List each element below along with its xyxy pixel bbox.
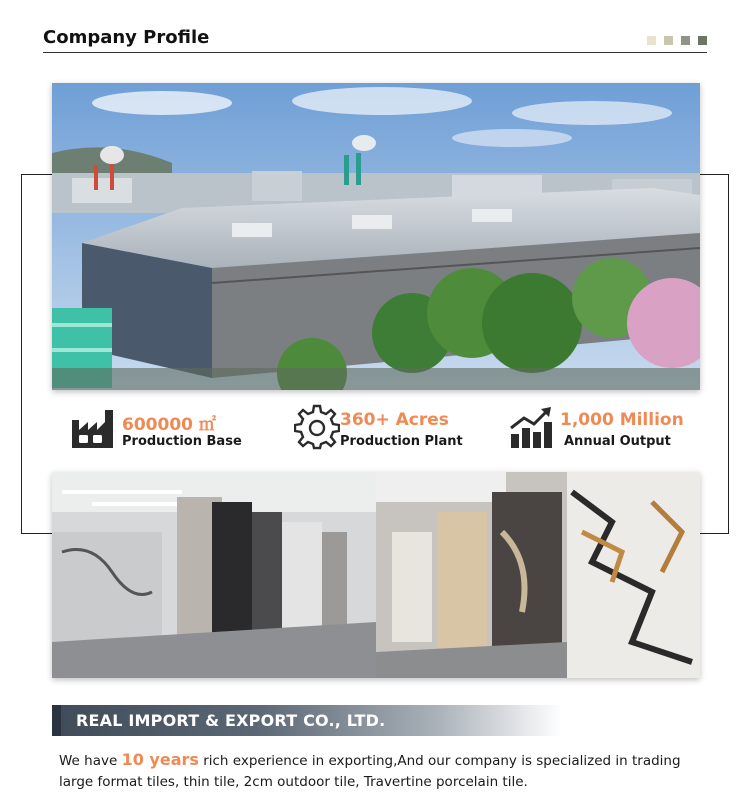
dot-3 [681,36,690,45]
stat-production-base [70,398,270,460]
header-divider [43,52,707,53]
banner-accent [52,705,61,736]
factory-photo [52,83,700,390]
section-header [43,26,707,54]
dot-2 [664,36,673,45]
company-name: REAL IMPORT & EXPORT CO., LTD. [76,711,386,730]
gear-icon [294,404,340,450]
stat-production-plant [294,398,494,460]
intro-prefix: We have [59,753,122,769]
company-intro [59,749,709,793]
stat-label: Production Base [122,434,242,449]
stat-value: 600000 ㎡ [122,415,216,435]
intro-highlight: 10 years [121,750,199,769]
dot-1 [647,36,656,45]
growth-chart-icon [508,404,554,450]
showroom-photo [52,472,700,678]
dot-4 [698,36,707,45]
factory-icon [70,404,116,450]
company-name-banner [52,705,562,736]
stat-label: Production Plant [340,434,463,449]
decorative-dots [647,36,707,45]
frame-bracket-right [700,174,729,534]
stat-value: 1,000 Million [560,410,684,430]
stats-row [52,398,700,460]
stat-label: Annual Output [564,434,671,449]
page-title: Company Profile [43,27,210,48]
frame-bracket-left [21,174,53,534]
intro-suffix: rich experience in exporting,And our company is specialized in trading large format tiles, thin tile, 2cm outdoor tile, Travertine porcelain tile. [59,753,681,790]
stat-value: 360+ Acres [340,410,449,430]
stat-annual-output [508,398,698,460]
